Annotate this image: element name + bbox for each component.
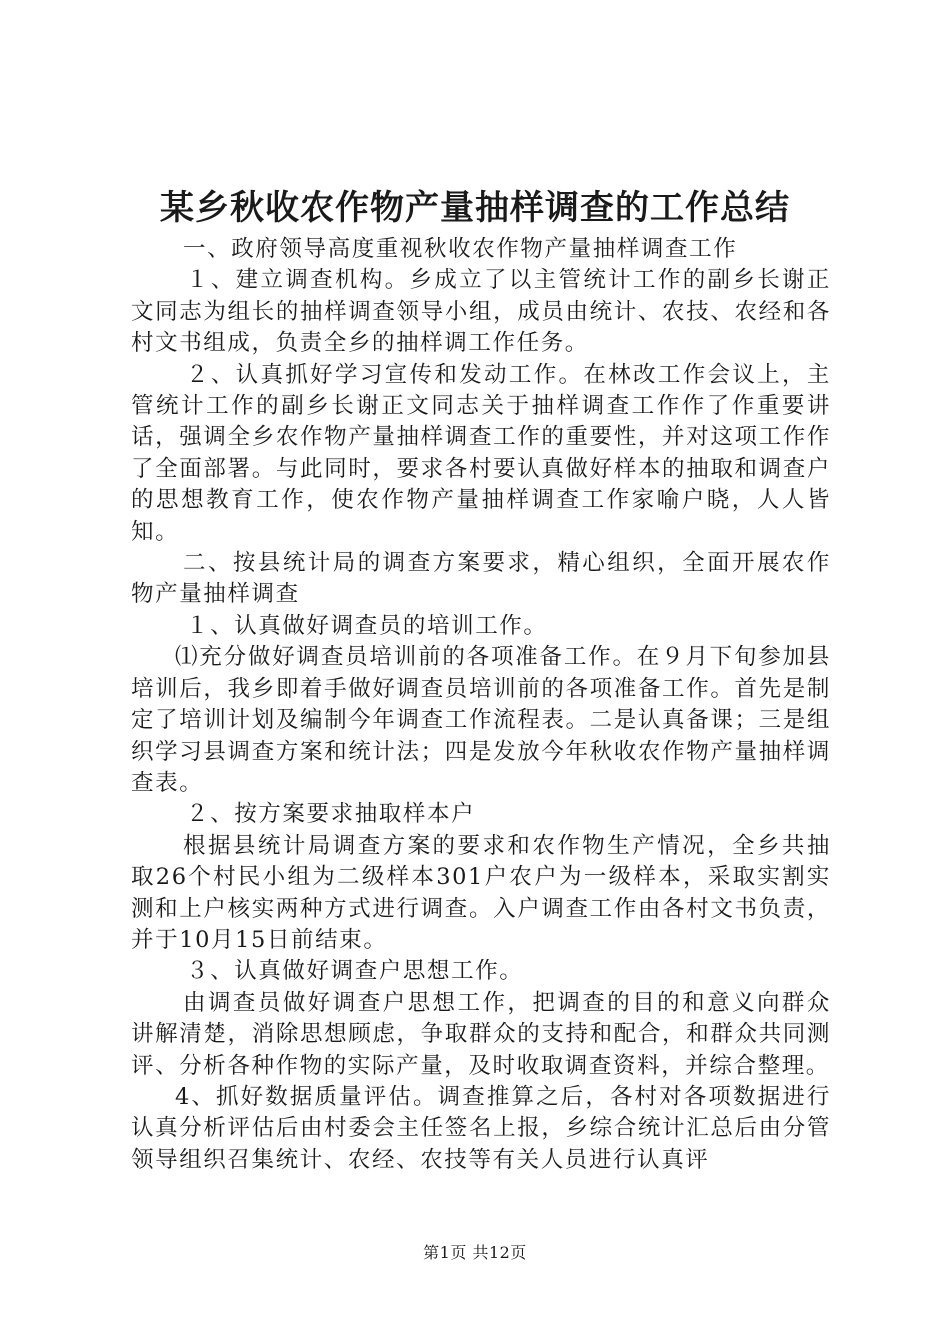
document-title: 某乡秋收农作物产量抽样调查的工作总结	[160, 188, 790, 228]
paragraph-training-heading: １、认真做好调查员的培训工作。	[186, 612, 548, 639]
section-heading-1: 一、政府领导高度重视秋收农作物产量抽样调查工作	[183, 236, 738, 262]
document-body	[131, 234, 831, 1176]
section-heading-2: 二、按县统计局的调查方案要求，精心组织，全面开展农作物产量抽样调查	[131, 550, 831, 608]
paragraph-sampling-details: 根据县统计局调查方案的要求和农作物生产情况，全乡共抽取26个村民小组为二级样本301户农户为一级样本，采取实割实测和上户核实两种方式进行调查。入户调查工作由各村文书负责，并于10月15日前结束。	[131, 832, 831, 953]
page-number: 第1页 共12页	[423, 1243, 527, 1262]
paragraph-publicity-mobilization: ２、认真抓好学习宣传和发动工作。在林改工作会议上，主管统计工作的副乡长谢正文同志关于抽样调查工作作了作重要讲话，强调全乡农作物产量抽样调查工作的重要性，并对这项工作作了全面部署。与此同时，要求各村要认真做好样本的抽取和调查户的思想教育工作，使农作物产量抽样调查工作家喻户晓，人人皆知。	[131, 361, 831, 545]
paragraph-data-quality: 4、抓好数据质量评估。调查推算之后，各村对各项数据进行认真分析评估后由村委会主任签名上报，乡综合统计汇总后由分管领导组织召集统计、农经、农技等有关人员进行认真评	[131, 1083, 831, 1173]
paragraph-household-work-heading: ３、认真做好调查户思想工作。	[186, 958, 524, 985]
paragraph-household-work-details: 由调查员做好调查户思想工作，把调查的目的和意义向群众讲解清楚，消除思想顾虑，争取群众的支持和配合，和群众共同测评、分析各种作物的实际产量，及时收取调查资料，并综合整理。	[131, 989, 831, 1079]
paragraph-training-preparation: ⑴充分做好调查员培训前的各项准备工作。在９月下旬参加县培训后，我乡即着手做好调查员培训前的各项准备工作。首先是制定了培训计划及编制今年调查工作流程表。二是认真备课；三是组织学习县调查方案和统计法；四是发放今年秋收农作物产量抽样调查表。	[131, 644, 831, 796]
paragraph-establish-organization: １、建立调查机构。乡成立了以主管统计工作的副乡长谢正文同志为组长的抽样调查领导小组，成员由统计、农技、农经和各村文书组成，负责全乡的抽样调工作任务。	[131, 267, 831, 357]
paragraph-sampling-heading: ２、按方案要求抽取样本户	[186, 801, 476, 828]
